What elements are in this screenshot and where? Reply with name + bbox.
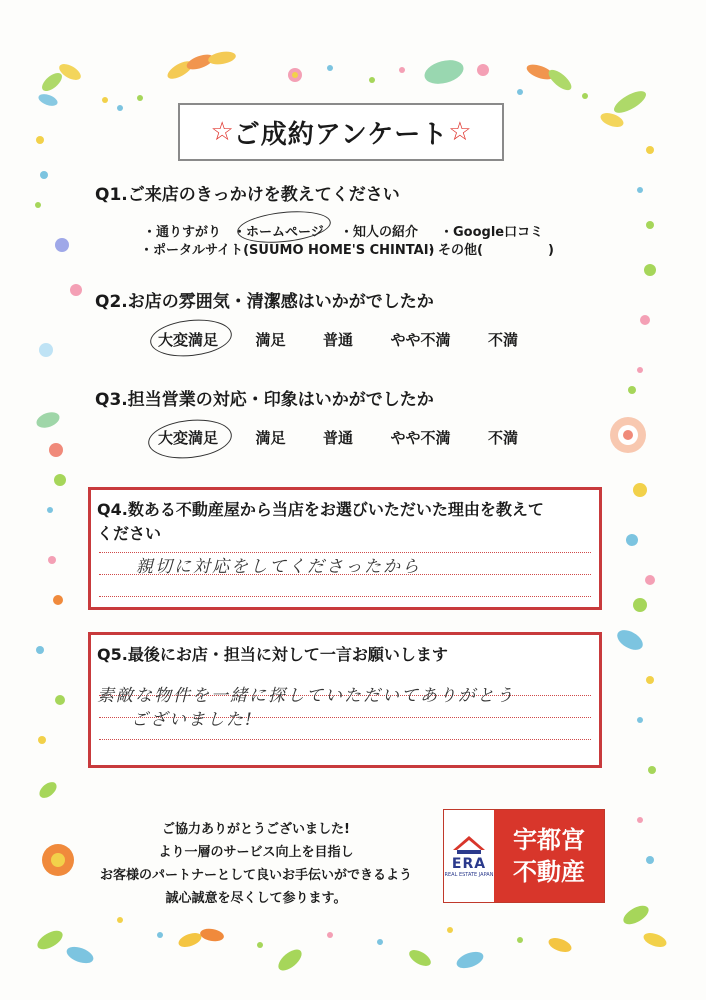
q3-option-very-satisfied[interactable]: 大変満足 (158, 429, 219, 447)
q1-option-walk[interactable]: ・通りすがり (143, 225, 222, 240)
star-icon: ☆ (210, 117, 234, 147)
q5-handwritten-answer-line2[interactable]: ございました! (131, 710, 254, 730)
q1-option-introduction[interactable]: ・知人の紹介 (340, 225, 419, 240)
q3-option-neutral[interactable]: 普通 (322, 429, 353, 447)
selection-circle (146, 416, 234, 463)
q5-answer-box (88, 632, 602, 768)
q1-question: Q1.ご来店のきっかけを教えてください (95, 185, 400, 205)
q1-option-homepage[interactable]: ・ホームページ (233, 225, 324, 240)
q3-question: Q3.担当営業の対応・印象はいかがでしたか (95, 390, 434, 410)
q2-option-very-satisfied[interactable]: 大変満足 (158, 331, 219, 349)
selection-circle (148, 316, 233, 360)
q2-question: Q2.お店の雰囲気・清潔感はいかがでしたか (95, 292, 434, 312)
q4-answer-box (88, 487, 602, 610)
q2-option-dissatisfied[interactable]: 不満 (487, 331, 518, 349)
q2-option-satisfied[interactable]: 満足 (255, 331, 286, 349)
thank-you-message: ご協力ありがとうございました! より一層のサービス向上を目指し お客様のパートナーとして良いお手伝いができるよう 誠心誠意を尽くして参ります。 (99, 822, 412, 906)
era-logo (444, 810, 494, 902)
star-icon: ☆ (448, 117, 472, 147)
title-text: ご成約アンケート (233, 119, 449, 150)
company-logo (443, 809, 605, 903)
q1-option-other[interactable]: ・その他( ) (425, 243, 554, 258)
q2-option-somewhat-dissatisfied[interactable]: やや不満 (390, 331, 451, 349)
answer-line (99, 596, 591, 597)
q2-option-neutral[interactable]: 普通 (322, 331, 353, 349)
survey-title (178, 103, 504, 161)
q4-question: Q4.数ある不動産屋から当店をお選びいただいた理由を教えて ください (97, 500, 544, 543)
q3-option-dissatisfied[interactable]: 不満 (487, 429, 518, 447)
answer-line (99, 739, 591, 740)
q1-option-portal[interactable]: ・ポータルサイト(SUUMO HOME'S CHINTAI) (140, 243, 435, 258)
house-roof-icon (451, 834, 487, 856)
q3-option-somewhat-dissatisfied[interactable]: やや不満 (390, 429, 451, 447)
era-brand: ERA (451, 856, 487, 872)
q5-handwritten-answer-line1[interactable]: 素敵な物件を一緒に探していただいてありがとう (97, 686, 515, 706)
q1-option-google[interactable]: ・Google口コミ (440, 225, 544, 240)
era-brand-sub: REAL ESTATE JAPAN (444, 872, 494, 878)
q4-handwritten-answer[interactable]: 親切に対応をしてくださったから (136, 557, 421, 577)
company-name: 宇都宮 不動産 (494, 810, 604, 902)
q3-option-satisfied[interactable]: 満足 (255, 429, 286, 447)
q5-question: Q5.最後にお店・担当に対して一言お願いします (97, 645, 448, 664)
